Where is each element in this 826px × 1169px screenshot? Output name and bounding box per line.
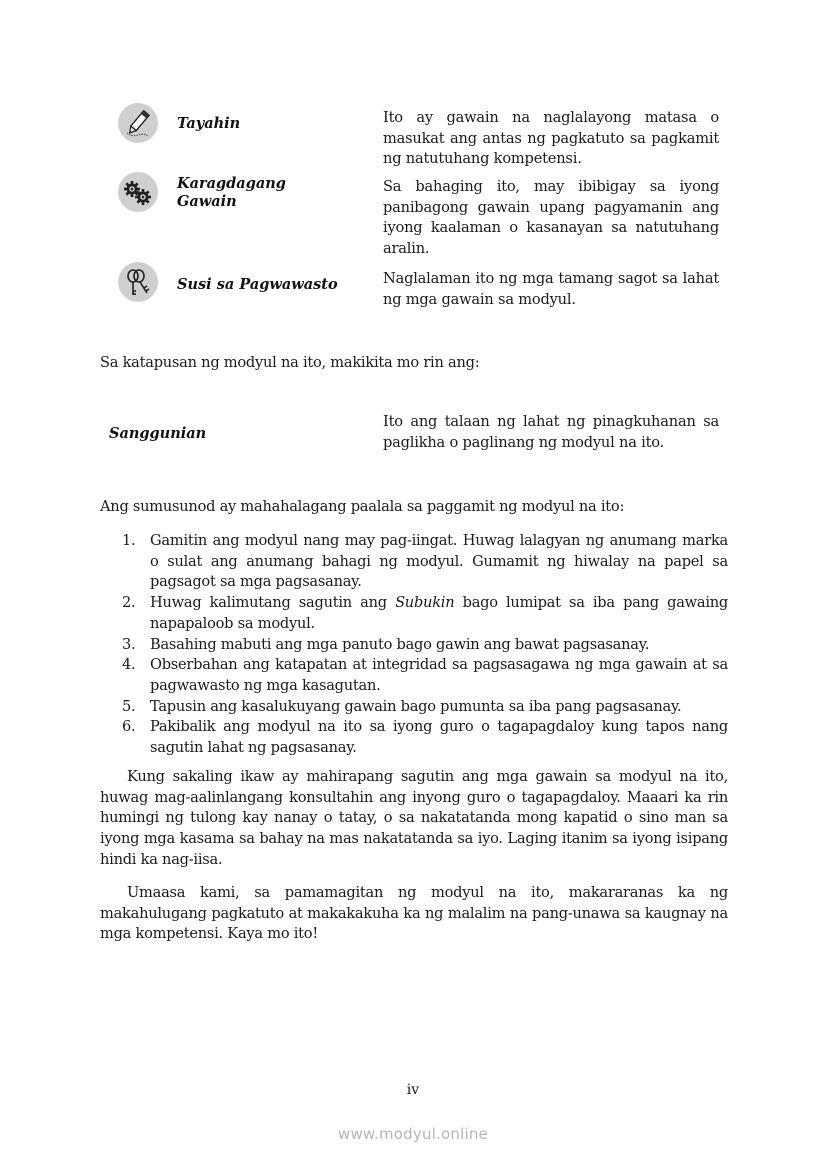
reminder-item (122, 531, 728, 593)
reminder-number: 6. (122, 718, 136, 736)
reminder-number: 1. (122, 532, 136, 549)
reminder-item (122, 635, 728, 656)
reminder-text: Obserbahan ang katapatan at integridad sa pagsasagawa ng mga gawain at sa pagwawasto ng mga kasagutan. (150, 656, 728, 694)
keys-icon (118, 262, 158, 302)
reminder-emphasis: Subukin (395, 594, 455, 612)
reminders-intro-text: Ang sumusunod ay mahahalagang paalala sa paggamit ng modyul na ito: (100, 498, 625, 515)
legend-desc-susi-sa-pagwawasto: Naglalaman ito ng mga tamang sagot sa lahat ng mga gawain sa modyul. (383, 270, 719, 308)
reminder-text: Pakibalik ang modyul na ito sa iyong guro o tagapagdaloy kung tapos nang sagutin lahat ng pagsasanay. (150, 718, 728, 757)
reminder-number: 3. (122, 635, 136, 653)
legend-desc-tayahin: Ito ay gawain na naglalayong matasa o masukat ang antas ng pagkatuto sa pagkamit ng natutuhang kompetensi. (383, 109, 719, 168)
legend-desc-karagdagang-gawain: Sa bahaging ito, may ibibigay sa iyong panibagong gawain upang pagyamanin ang iyong kaalaman o kasanayan sa natutuhang aralin. (383, 178, 719, 258)
legend-term-line1: Karagdagang (177, 175, 286, 192)
reminder-item (122, 697, 728, 718)
legend-term-tayahin: Tayahin (177, 115, 241, 132)
reminder-item (122, 593, 728, 634)
page-number: iv (406, 1082, 420, 1098)
reminder-text-before: Huwag kalimutang sagutin ang (150, 594, 396, 612)
legend-term-karagdagang-gawain (177, 175, 286, 211)
gears-icon (118, 172, 158, 212)
end-intro-text: Sa katapusan ng modyul na ito, makikita mo rin ang: (100, 354, 480, 371)
watermark-text: www.modyul.online (338, 1125, 488, 1143)
reminder-text: Gamitin ang modyul nang may pag-iingat. Huwag lalagyan ng anumang marka o sulat ang anumang bahagi ng modyul. Gumamit ng hiwalay na papel sa pagsagot sa mga pagsasanay. (150, 532, 728, 591)
legend-term-susi-sa-pagwawasto: Susi sa Pagwawasto (177, 276, 338, 293)
reminders-list (122, 531, 728, 759)
pencil-icon (118, 103, 158, 143)
reminder-item (122, 717, 728, 758)
reminder-number: 2. (122, 594, 136, 612)
legend-term-line2: Gawain (177, 193, 237, 210)
reminder-text: Basahing mabuti ang mga panuto bago gawin ang bawat pagsasanay. (150, 635, 650, 653)
reminder-number: 4. (122, 656, 136, 674)
reminder-text-after: bago lumipat sa iba pang gawaing napapaloob sa modyul. (150, 594, 728, 632)
reminder-item (122, 655, 728, 696)
reminder-number: 5. (122, 697, 136, 715)
closing-paragraph: Umaasa kami, sa pamamagitan ng modyul na ito, makararanas ka ng makahulugang pagkatuto at makakakuha ka ng malalim na pang-unawa sa kaugnay na mga kompetensi. Kaya mo ito! (100, 884, 728, 943)
help-paragraph: Kung sakaling ikaw ay mahirapang sagutin ang mga gawain sa modyul na ito, huwag mag-aalinlangang konsultahin ang inyong guro o tagapagdaloy. Maaari ka rin humingi ng tulong kay nanay o tatay, o sa nakatatanda mong kapatid o sino man sa iyong mga kasama sa bahay na mas nakatatanda sa iyo. Laging itanim sa iyong isipang hindi ka nag-iisa. (100, 768, 728, 868)
references-term: Sanggunian (109, 425, 207, 442)
reminder-text: Tapusin ang kasalukuyang gawain bago pumunta sa iba pang pagsasanay. (150, 697, 682, 715)
references-desc: Ito ang talaan ng lahat ng pinagkuhanan sa paglikha o paglinang ng modyul na ito. (383, 413, 719, 451)
